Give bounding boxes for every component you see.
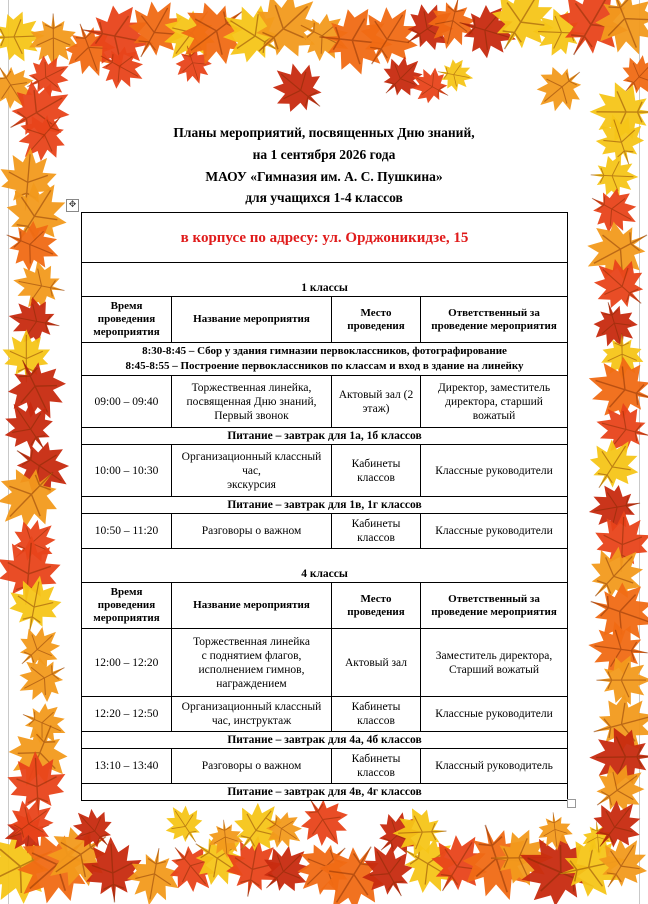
grade4-title: 4 классы [82,549,568,583]
address-text: в корпусе по адресу: ул. Орджоникидзе, 15 [82,213,568,263]
meal-row [82,784,568,801]
schedule-table [81,212,568,801]
event-place: Кабинеты классов [332,445,421,497]
grade1-header-row [82,297,568,343]
grade1-notes-row [82,343,568,376]
event-time: 10:50 – 11:20 [82,514,172,549]
event-name: Организационный классный час, экскурсия [172,445,332,497]
col-header-time: Время проведения мероприятия [82,583,172,629]
event-time: 09:00 – 09:40 [82,376,172,428]
event-responsible: Классный руководитель [421,749,568,784]
title-line-3: МАОУ «Гимназия им. А. С. Пушкина» [205,169,443,184]
col-header-name: Название мероприятия [172,297,332,343]
event-name: Разговоры о важном [172,749,332,784]
event-time: 12:20 – 12:50 [82,697,172,732]
table-row [82,445,568,497]
table-row [82,697,568,732]
col-header-place: Место проведения [332,297,421,343]
table-row [82,749,568,784]
table-row [82,376,568,428]
meal-row [82,428,568,445]
maple-leaf-icon [526,54,595,122]
note-lineup: 8:45-8:55 – Построение первоклассников по классам и вход в здание на линейку [125,360,524,372]
grade1-section-row [82,263,568,297]
address-row [82,213,568,263]
table-row [82,514,568,549]
col-header-name: Название мероприятия [172,583,332,629]
grade1-title: 1 классы [82,263,568,297]
grade4-header-row [82,583,568,629]
table-row [82,629,568,697]
event-place: Актовый зал (2 этаж) [332,376,421,428]
maple-leaf-icon [261,51,337,126]
title-line-1: Планы мероприятий, посвященных Дню знаний, [173,125,475,140]
event-time: 12:00 – 12:20 [82,629,172,697]
event-responsible: Классные руководители [421,445,568,497]
event-place: Кабинеты классов [332,697,421,732]
grade1-notes [82,343,568,376]
event-name: Торжественная линейка, посвященная Дню знаний, Первый звонок [172,376,332,428]
col-header-responsible: Ответственный за проведение мероприятия [421,583,568,629]
event-name: Торжественная линейка с поднятием флагов, исполнением гимнов, награждением [172,629,332,697]
event-responsible: Заместитель директора, Старший вожатый [421,629,568,697]
maple-leaf-icon [157,797,211,853]
table-resize-handle[interactable] [567,799,576,808]
document-title [81,122,567,208]
meal-text: Питание – завтрак для 1а, 1б классов [82,428,568,445]
event-name: Разговоры о важном [172,514,332,549]
meal-row [82,497,568,514]
grade4-section-row [82,549,568,583]
event-place: Кабинеты классов [332,514,421,549]
col-header-place: Место проведения [332,583,421,629]
title-line-2: на 1 сентября 2026 года [252,147,396,162]
event-responsible: Директор, заместитель директора, старший вожатый [421,376,568,428]
event-responsible: Классные руководители [421,514,568,549]
event-place: Кабинеты классов [332,749,421,784]
meal-text: Питание – завтрак для 4в, 4г классов [82,784,568,801]
meal-text: Питание – завтрак для 1в, 1г классов [82,497,568,514]
event-time: 10:00 – 10:30 [82,445,172,497]
event-place: Актовый зал [332,629,421,697]
table-move-handle-icon[interactable]: ✥ [66,199,79,212]
note-gathering: 8:30-8:45 – Сбор у здания гимназии первоклассников, фотографирование [142,345,507,357]
title-line-4: для учащихся 1-4 классов [245,190,403,205]
meal-row [82,732,568,749]
event-name: Организационный классный час, инструктаж [172,697,332,732]
meal-text: Питание – завтрак для 4а, 4б классов [82,732,568,749]
col-header-time: Время проведения мероприятия [82,297,172,343]
col-header-responsible: Ответственный за проведение мероприятия [421,297,568,343]
event-time: 13:10 – 13:40 [82,749,172,784]
event-responsible: Классные руководители [421,697,568,732]
